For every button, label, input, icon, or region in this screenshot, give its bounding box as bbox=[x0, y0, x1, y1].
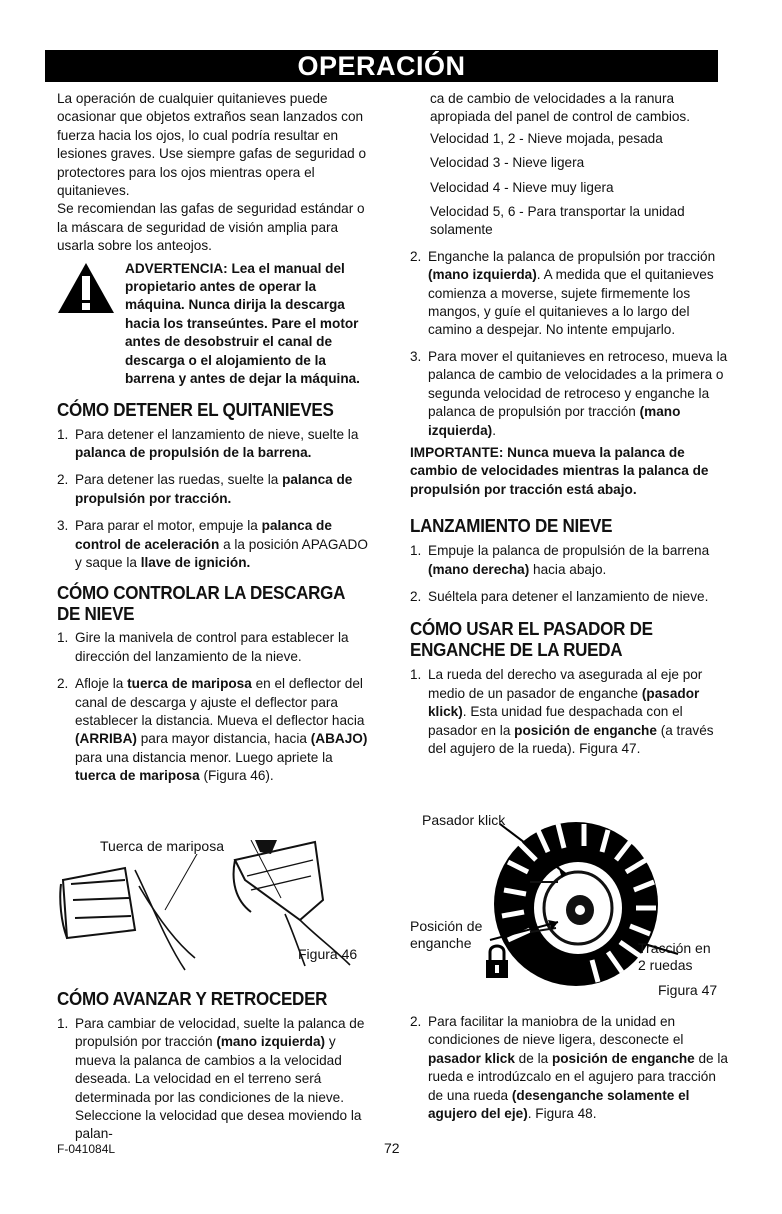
speed-item: Velocidad 5, 6 - Para transportar la unidad solamente bbox=[430, 204, 685, 238]
speed-list bbox=[410, 130, 730, 240]
speed-item: Velocidad 1, 2 - Nieve mojada, pesada bbox=[430, 130, 663, 146]
intro-paragraph: La operación de cualquier quitanieves puede ocasionar que objetos extraños sean lanzados con fuerza hacia los ojos, lo cual podría resultar en lesiones graves. Use siempre gafas de seguridad o protectores para los ojos mientras opera el quitanieves. bbox=[57, 91, 367, 199]
section-heading-pin: CÓMO USAR EL PASADOR DE ENGANCHE DE LA RUEDA bbox=[410, 618, 653, 661]
document-code: F-041084L bbox=[57, 1142, 116, 1156]
lock-icon bbox=[486, 946, 508, 978]
section-heading-stop: CÓMO DETENER EL QUITANIEVES bbox=[57, 398, 334, 420]
left-column bbox=[57, 90, 372, 786]
list-item: 3. Para mover el quitanieves en retroceso, mueva la palanca de cambio de velocidades a la primera o segunda velocidad de retroceso y enganche la palanca de propulsión por tracción (mano izquierda). bbox=[410, 348, 728, 438]
list-item: 1. Empuje la palanca de propulsión de la barrena (mano derecha) hacia abajo. bbox=[410, 543, 710, 577]
right-column-bottom bbox=[410, 1013, 730, 1123]
important-note: IMPORTANTE: Nunca mueva la palanca de cambio de velocidades mientras la palanca de propulsión por tracción está abajo. bbox=[410, 444, 709, 497]
list-item: 1. Para cambiar de velocidad, suelte la palanca de propulsión por tracción (mano izquierda) y mueva la palanca de cambios a la velocidad deseada. La velocidad en el terreno será determinada por las condiciones de la nieve. Seleccione la velocidad que desea moviendo la palan- bbox=[57, 1016, 365, 1142]
list-item: 1. Para detener el lanzamiento de nieve, suelte la palanca de propulsión de la barrena. bbox=[57, 426, 359, 460]
warning-text: ADVERTENCIA: Lea el manual del propietario antes de operar la máquina. Nunca dirija la descarga hacia los transeúntes. Pare el motor antes de desobstruir el canal de descarga o el alojamiento de la barrena y antes de dejar la máquina. bbox=[125, 260, 360, 387]
figure-47-caption: Figura 47 bbox=[658, 982, 718, 998]
figure-47-traction-label: Tracción en 2 ruedas bbox=[638, 940, 711, 973]
figure-46-label: Tuerca de mariposa bbox=[100, 838, 224, 854]
list-item: 1. Gire la manivela de control para establecer la dirección del lanzamiento de la nieve. bbox=[57, 630, 349, 664]
continued-paragraph: ca de cambio de velocidades a la ranura apropiada del panel de control de cambios. bbox=[430, 91, 690, 125]
right-column bbox=[410, 90, 730, 758]
speed-item: Velocidad 4 - Nieve muy ligera bbox=[430, 179, 614, 195]
list-item: 1. La rueda del derecho va asegurada al eje por medio de un pasador de enganche (pasador klick). Esta unidad fue despachada con el pasador en la posición de enganche (a través del agujero de la rueda). Figura 47. bbox=[410, 667, 714, 756]
list-item: 3. Para parar el motor, empuje la palanca de control de aceleración a la posición APAGADO y saque la llave de ignición. bbox=[57, 518, 368, 570]
intro-paragraph-2: Se recomiendan las gafas de seguridad estándar o la máscara de seguridad de visión amplia para usarla sobre los anteojos. bbox=[57, 201, 365, 254]
figure-47 bbox=[408, 812, 728, 1002]
figure-46 bbox=[55, 840, 375, 980]
speed-item: Velocidad 3 - Nieve ligera bbox=[430, 155, 585, 171]
page-title-banner: OPERACIÓN bbox=[45, 50, 718, 82]
figure-46-caption: Figura 46 bbox=[298, 946, 358, 962]
section-heading-discharge: CÓMO CONTROLAR LA DESCARGA DE NIEVE bbox=[57, 582, 345, 625]
left-column-bottom bbox=[57, 988, 372, 1144]
list-item: 2. Suéltela para detener el lanzamiento de nieve. bbox=[410, 588, 709, 604]
figure-47-pin-label: Pasador klick bbox=[422, 812, 506, 828]
warning-triangle-icon bbox=[57, 262, 115, 314]
figure-47-position-label: Posición de enganche bbox=[410, 918, 483, 951]
section-heading-launch: LANZAMIENTO DE NIEVE bbox=[410, 515, 613, 537]
list-item: 2. Para facilitar la maniobra de la unidad en condiciones de nieve ligera, desconecte el pasador klick de la posición de enganche de la rueda e introdúzcalo en el agujero para tracción de una rueda (desenganche solamente el agujero del eje). Figura 48. bbox=[410, 1014, 728, 1122]
section-heading-speed: CÓMO AVANZAR Y RETROCEDER bbox=[57, 988, 328, 1009]
list-item: 2. Para detener las ruedas, suelte la palanca de propulsión por tracción. bbox=[57, 472, 353, 506]
warning-block bbox=[57, 260, 372, 389]
list-item: 2. Afloje la tuerca de mariposa en el deflector del canal de descarga y ajuste el deflector para establecer la distancia. Mueva el deflector hacia (ARRIBA) para mayor distancia, hacia (ABAJO) para una distancia menor. Luego apriete la tuerca de mariposa (Figura 46). bbox=[57, 676, 368, 784]
page-number: 72 bbox=[384, 1140, 400, 1156]
list-item: 2. Enganche la palanca de propulsión por tracción (mano izquierda). A medida que el quitanieves comienza a moverse, sujete firmemente los mangos, y guíe el quitanieves a lo largo del camino a despejar. No intente empujarlo. bbox=[410, 248, 716, 338]
